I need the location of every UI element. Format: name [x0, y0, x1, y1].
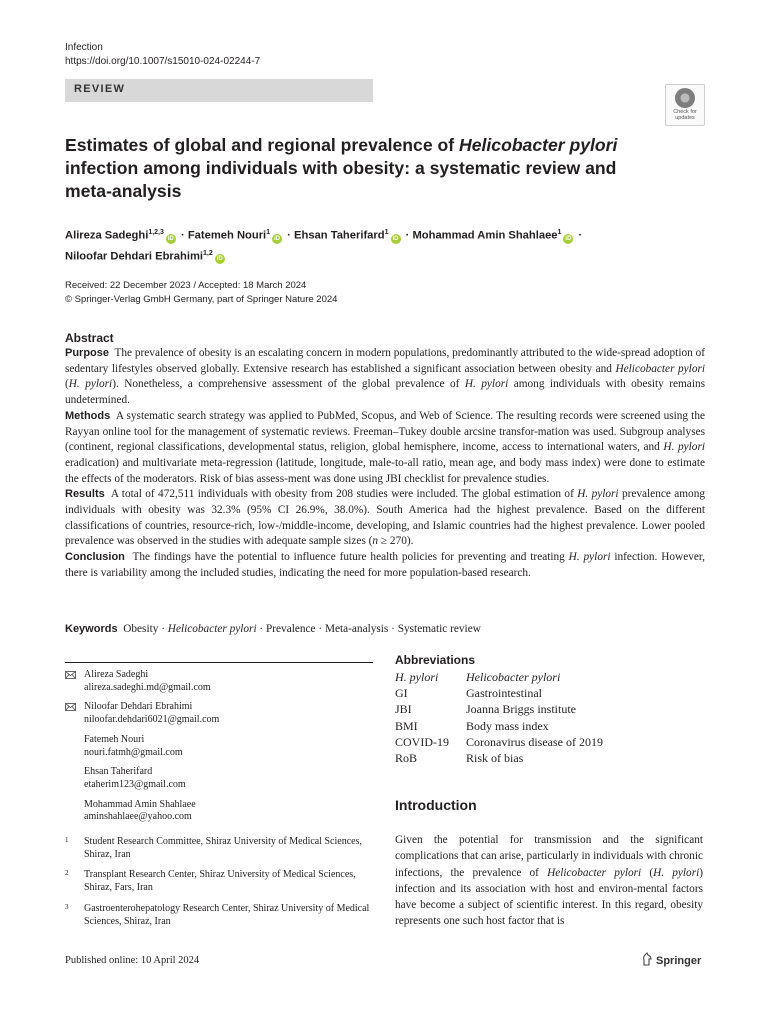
abstract-purpose — [65, 346, 705, 409]
affiliation-number: 3 — [65, 902, 69, 911]
author-affiliation-sup: 1,2,3 — [148, 229, 164, 236]
conclusion-text: infection. However, there is variability among the included studies, indicating the need for more population-based research. — [65, 551, 706, 579]
contact-email[interactable]: alireza.sadeghi.md@gmail.com — [84, 681, 211, 693]
purpose-text: The prevalence of obesity is an escalating concern in modern populations, predominantly attributed to the wide-spread adoption of sedentary lifestyles observed globally. Extensive research has established a significant association between obesity and — [65, 347, 705, 375]
results-n: n — [372, 535, 379, 548]
results-organism: H. pylori — [577, 488, 619, 501]
check-updates-icon — [675, 88, 695, 108]
keywords-label: Keywords — [65, 623, 118, 635]
results-text: prevalence among individuals with obesity was 32.3% (95% CI 26.9%, 38.0%). South America had the highest prevalence. Based on the different classifications of countries, resource-rich, low-/middle-income, developing, and Islamic countries had the highest prevalence. Lower pooled prevalence was observed in the studies with adequate sample sizes ( — [65, 488, 705, 548]
contact-name: Mohammad Amin Shahlaee — [84, 798, 196, 810]
affiliation-text: Transplant Research Center, Shiraz University of Medical Sciences, Shiraz, Fars, Iran — [84, 869, 356, 894]
abbreviation: JBI — [395, 702, 412, 717]
contact-entry — [65, 734, 375, 759]
contact-email[interactable]: aminshahlaee@yahoo.com — [84, 811, 192, 823]
conclusion-organism: H. pylori — [568, 551, 611, 564]
doi-link[interactable]: https://doi.org/10.1007/s15010-024-02244-7 — [65, 56, 261, 67]
abbreviation-expansion: Body mass index — [466, 718, 549, 733]
intro-text: ( — [641, 866, 654, 879]
conclusion-label: Conclusion — [65, 551, 125, 564]
affiliation-entry — [65, 903, 375, 928]
article-dates — [65, 279, 337, 307]
abbreviation-row — [395, 734, 603, 750]
intro-organism: Helicobacter pylori — [547, 866, 642, 879]
abbreviation-row — [395, 718, 603, 734]
author-name[interactable]: Alireza Sadeghi — [65, 229, 149, 242]
abbreviation-expansion: Risk of bias — [466, 751, 524, 766]
contact-entry — [65, 669, 375, 694]
envelope-icon — [65, 703, 76, 711]
affiliation-number: 1 — [65, 836, 69, 844]
check-updates-text-2: updates — [675, 115, 695, 121]
purpose-organism: H. pylori — [464, 378, 509, 391]
orcid-icon[interactable]: iD — [565, 235, 572, 242]
contact-email[interactable]: niloofar.dehdari6021@gmail.com — [84, 714, 220, 726]
orcid-icon[interactable]: iD — [274, 235, 281, 242]
abbreviations-table — [395, 669, 603, 766]
footnote-divider — [65, 662, 373, 663]
purpose-label: Purpose — [65, 347, 110, 359]
abstract-body — [65, 346, 705, 582]
springer-horse-icon — [641, 952, 653, 966]
orcid-icon[interactable]: iD — [167, 235, 174, 242]
abbreviation: H. pylori — [395, 670, 439, 684]
affiliation-number: 2 — [65, 869, 69, 878]
abstract-results — [65, 487, 705, 550]
author-affiliation-sup: 1,2 — [203, 249, 213, 257]
keywords — [65, 622, 705, 637]
results-label: Results — [65, 488, 105, 501]
author-name[interactable]: Mohammad Amin Shahlaee — [412, 229, 558, 242]
affiliation-text: Gastroenterohepatology Research Center, Shiraz University of Medical Sciences, Shiraz, Iran — [84, 902, 370, 927]
introduction-heading: Introduction — [395, 797, 477, 813]
conclusion-text: The findings have the potential to influence future health policies for preventing and treating — [132, 551, 569, 564]
abbreviation: COVID-19 — [395, 734, 449, 749]
affiliations — [65, 836, 375, 936]
affiliation-entry — [65, 836, 375, 861]
abstract-methods — [65, 409, 705, 488]
article-type-banner — [65, 79, 373, 102]
orcid-icon[interactable]: iD — [392, 235, 399, 242]
author-affiliation-sup: 1 — [557, 229, 562, 236]
title-text-2: infection among individuals with obesity: a systematic review and meta-analysis — [65, 158, 617, 201]
purpose-text: ( — [65, 378, 69, 391]
article-title — [65, 134, 625, 203]
check-updates-text-1: Check for — [673, 109, 697, 115]
contact-entry — [65, 799, 375, 824]
title-text-1: Estimates of global and regional prevalence of — [65, 135, 460, 155]
author-affiliation-sup: 1 — [384, 229, 389, 236]
abbreviations-heading: Abbreviations — [395, 653, 476, 667]
abbreviation-expansion: Coronavirus disease of 2019 — [466, 734, 603, 749]
abstract-conclusion — [65, 550, 705, 581]
results-text: A total of 472,511 individuals with obesity from 208 studies were included. The global estimation of — [110, 488, 578, 501]
received-accepted: Received: 22 December 2023 / Accepted: 18 March 2024 — [65, 280, 307, 291]
author-name[interactable]: Niloofar Dehdari Ebrahimi — [65, 250, 204, 263]
publisher-name: Springer — [656, 955, 702, 967]
results-text: ≥ 270). — [378, 535, 414, 548]
abbreviation-expansion: Gastrointestinal — [466, 686, 542, 701]
keyword-text: · Prevalence · Meta-analysis · Systematic review — [256, 623, 481, 635]
abbreviation: BMI — [395, 718, 418, 733]
abbreviation: GI — [395, 686, 408, 701]
abbreviation-expansion: Helicobacter pylori — [466, 670, 561, 684]
orcid-icon[interactable]: iD — [216, 256, 223, 263]
abbreviation-row — [395, 701, 603, 717]
contact-entry — [65, 701, 375, 726]
abbreviation-expansion: Joanna Briggs institute — [466, 702, 576, 717]
copyright-line: © Springer-Verlag GmbH Germany, part of Springer Nature 2024 — [65, 294, 338, 305]
title-organism: Helicobacter pylori — [459, 135, 618, 155]
author-list: Alireza Sadeghi$^{1,2,3}$iD · Fatemeh Nouri$^1$iD · Ehsan Taherifard$^1$iD · Mohammad Amin Shahlaee$^1$iD · Niloofar Dehdari Ebrahimi$^{1,2}$iD — [65, 229, 583, 263]
introduction-body — [395, 832, 703, 930]
contact-email[interactable]: nouri.fatmh@gmail.com — [84, 746, 183, 758]
affiliation-text: Student Research Committee, Shiraz University of Medical Sciences, Shiraz, Iran — [84, 836, 362, 860]
author-name[interactable]: Ehsan Taherifard — [294, 229, 385, 242]
abbreviation-row — [395, 685, 603, 701]
methods-text: A systematic search strategy was applied to PubMed, Scopus, and Web of Science. The resulting records were screened using the Rayyan online tool for the management of systematic reviews. Freeman–Tukey double arcsine transfor-mation was used. Subgroup analyses (continent, regional classifications, developmental status, religion, global hemisphere, income, access to international waters, and — [65, 409, 705, 454]
article-type-label: REVIEW — [74, 83, 126, 95]
author-name[interactable]: Fatemeh Nouri — [187, 229, 267, 242]
journal-name: Infection — [65, 42, 103, 53]
published-date: Published online: 10 April 2024 — [65, 955, 200, 966]
methods-label: Methods — [65, 409, 111, 422]
contact-name: Ehsan Taherifard — [84, 766, 153, 778]
envelope-icon — [65, 671, 76, 679]
contact-email[interactable]: etaherim123@gmail.com — [84, 778, 186, 790]
author-affiliation-sup: 1 — [266, 229, 271, 236]
methods-text: eradication) and multivariate meta-regression (latitude, longitude, male-to-all ratio, mean age, and body mass index) were done to estimate the effects of the moderators. Risk of bias assess-ment was done using JBI checklist for prevalence studies. — [65, 456, 705, 485]
contact-name: Fatemeh Nouri — [84, 733, 145, 745]
abbreviation-row — [395, 669, 603, 685]
check-for-updates-badge[interactable] — [665, 84, 705, 126]
author-contacts — [65, 669, 375, 831]
keyword-organism: Helicobacter pylori — [167, 623, 257, 635]
abbreviation: RoB — [395, 751, 418, 766]
publisher-logo — [641, 952, 701, 967]
affiliation-entry — [65, 869, 375, 894]
contact-name: Niloofar Dehdari Ebrahimi — [84, 701, 193, 713]
intro-text: ) infection and its association with host and environ-mental factors have become a subject of scientific interest. In this regard, obesity represents one such host factor that is — [395, 866, 704, 928]
purpose-text: ). Nonetheless, a comprehensive assessment of the global prevalence of — [112, 378, 465, 391]
intro-text: Given the potential for transmission and the significant complications that can arise, particularly in individuals with chronic infections, the prevalence of — [395, 834, 703, 879]
abbreviation-row — [395, 750, 603, 766]
intro-organism: H. pylori — [653, 866, 700, 879]
contact-name: Alireza Sadeghi — [84, 669, 149, 680]
purpose-organism: H. pylori — [68, 378, 113, 391]
purpose-organism: Helicobacter pylori — [615, 362, 706, 375]
abstract-heading: Abstract — [65, 331, 114, 345]
keyword-text: Obesity · — [123, 623, 168, 635]
contact-entry — [65, 766, 375, 791]
methods-organism: H. pylori — [663, 441, 705, 454]
purpose-text: among individuals with obesity remains undetermined. — [65, 378, 706, 407]
